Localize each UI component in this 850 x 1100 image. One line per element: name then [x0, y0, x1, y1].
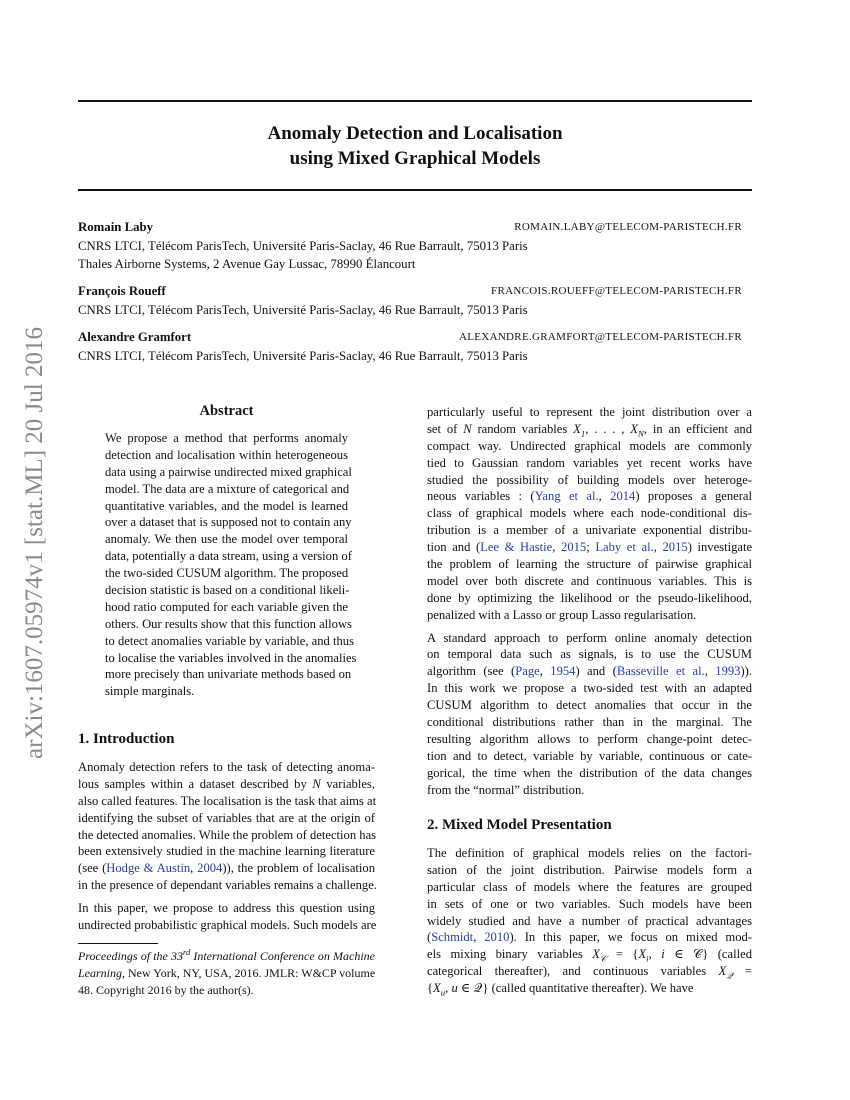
- text-line: (Schmidt, 2010). In this paper, we focus on mixed mod-: [427, 930, 752, 945]
- footnote: [78, 948, 375, 999]
- subscript: i: [646, 953, 649, 964]
- author-block: [78, 218, 752, 274]
- citation-link[interactable]: Hodge & Austin: [106, 861, 191, 876]
- math-symbol: X: [433, 981, 441, 996]
- subscript: 1: [580, 428, 586, 439]
- text-line: model over both discrete and continuous variables. This is: [427, 573, 752, 588]
- author-affiliation: Thales Airborne Systems, 2 Avenue Gay Lussac, 78990 Élancourt: [78, 257, 416, 271]
- text-line: decision statistic is based on a conditional likeli-: [105, 583, 350, 598]
- text-line: hood ratio computed for each variable given the: [105, 599, 348, 614]
- math-symbol: X: [630, 421, 638, 436]
- title-line: Anomaly Detection and Localisation: [267, 123, 563, 144]
- citation-link[interactable]: Schmidt: [431, 930, 474, 945]
- math-symbol: N: [463, 421, 472, 436]
- citation-link[interactable]: 2015: [662, 540, 688, 555]
- math-symbol: International Conference on Machine: [190, 949, 376, 963]
- text-line: studied the possibility of building models over heteroge-: [427, 472, 752, 487]
- text-line: been extensively studied in the machine learning literature: [78, 844, 375, 859]
- math-symbol: X: [592, 947, 600, 962]
- citation-link[interactable]: 1954: [550, 664, 576, 679]
- text-line: more precisely than univariate methods based on: [105, 667, 352, 682]
- text-line: data using a pairwise undirected mixed graphical: [105, 464, 352, 479]
- text-line: gorical, the time when the distribution of the data changes: [427, 765, 752, 780]
- text-line: tribution is a member of a univariate exponential distribu-: [427, 523, 752, 538]
- text-line: model. The data are a mixture of categorical and: [105, 481, 350, 496]
- author-affiliation: CNRS LTCI, Télécom ParisTech, Université Paris-Saclay, 46 Rue Barrault, 75013 Paris: [78, 302, 528, 317]
- text-line: particularly useful to represent the joint distribution over a: [427, 405, 752, 419]
- text-line: tion and (Lee & Hastie, 2015; Laby et al., 2015) investigate: [427, 540, 753, 555]
- text-line: (see (Hodge & Austin, 2004)), the problem of localisation: [78, 861, 376, 876]
- math-symbol: Proceedings of the: [78, 949, 172, 963]
- author-name: Alexandre Gramfort: [78, 330, 192, 344]
- citation-link[interactable]: Page: [515, 664, 540, 679]
- text-line: others. Our results show that this function allows: [105, 616, 352, 631]
- text-line: A standard approach to perform online anomaly detection: [427, 630, 752, 645]
- superscript: rd: [183, 948, 191, 957]
- math-symbol: i: [661, 947, 665, 962]
- text-line: The definition of graphical models relies on the factori-: [427, 846, 752, 860]
- text-line: tied to Gaussian random variables yet recent works have: [427, 455, 752, 470]
- text-line: anomaly. We then use the model over temporal: [105, 532, 348, 547]
- text-line: in sets of one or two variables. Such models have been: [427, 896, 752, 911]
- text-line: conditional distributions rather than in the marginal. The: [427, 715, 752, 730]
- text-line: undirected probabilistic graphical models. Such models are: [78, 918, 377, 933]
- top-rule: [78, 100, 752, 102]
- subscript: 𝒬: [726, 970, 733, 981]
- author-affiliation: CNRS LTCI, Télécom ParisTech, Université Paris-Saclay, 46 Rue Barrault, 75013 Paris: [78, 348, 528, 363]
- section-heading-introduction: 1. Introduction: [78, 731, 175, 747]
- text-line: 48. Copyright 2016 by the author(s).: [78, 982, 254, 997]
- text-line: categorical thereafter), and continuous variables $X_𝒬$ =: [427, 964, 752, 981]
- citation-link[interactable]: 1993: [715, 664, 741, 679]
- arxiv-stamp: arXiv:1607.05974v1 [stat.ML] 20 Jul 2016: [21, 327, 48, 759]
- author-name: François Roueff: [78, 284, 166, 298]
- text-line: Anomaly detection refers to the task of detecting anoma-: [78, 760, 375, 774]
- abstract-body: [105, 430, 357, 700]
- text-line: the two-sided CUSUM algorithm. The proposed: [105, 566, 349, 581]
- footnote-rule: [78, 943, 158, 944]
- citation-link[interactable]: Laby et al.: [595, 540, 654, 555]
- citation-link[interactable]: Lee & Hastie: [480, 540, 553, 555]
- paragraph: [78, 900, 375, 934]
- text-line: detection and localisation within heterogeneous: [105, 447, 348, 462]
- text-line: class of graphical models where each node-conditional dis-: [427, 506, 752, 521]
- text-line: from the “normal” distribution.: [427, 782, 585, 797]
- text-line: to detect anomalies variable by variable, and thus: [105, 633, 354, 648]
- citation-link[interactable]: 2004: [197, 861, 223, 876]
- citation-link[interactable]: 2010: [484, 930, 510, 945]
- text-line: {$X_u$, u ∈ 𝒬} (called quantitative thereafter). We have: [427, 981, 694, 998]
- text-line: data, potentially a data stream, using a version of: [105, 549, 352, 564]
- math-symbol: 33: [171, 949, 184, 963]
- abstract-heading: Abstract: [199, 403, 254, 419]
- text-line: over a dataset that is supposed not to contain any: [105, 515, 352, 530]
- math-symbol: u: [451, 981, 458, 996]
- text-line: compact way. Undirected graphical models are commonly: [427, 438, 752, 453]
- text-line: set of N random variables $X_1$, . . . , $X_N$, in an efficient and: [427, 421, 753, 439]
- paragraph: [427, 404, 752, 624]
- text-line: In this paper, we propose to address this question using: [78, 901, 375, 916]
- text-line: simple marginals.: [105, 684, 195, 699]
- text-line: lous samples within a dataset described by N variables,: [78, 776, 375, 791]
- introduction-body: [78, 759, 375, 934]
- paper-title: [78, 121, 752, 171]
- text-line: to localise the variables involved in the anomalies: [105, 650, 357, 665]
- title-bottom-rule: [78, 189, 752, 191]
- text-line: quantitative variables, and the model is learned: [105, 498, 348, 513]
- text-line: [78, 948, 375, 965]
- math-symbol: N: [312, 776, 321, 791]
- section-heading-mixed-model: 2. Mixed Model Presentation: [427, 817, 612, 833]
- citation-link[interactable]: Yang et al.: [534, 489, 599, 504]
- math-symbol: X: [638, 947, 647, 962]
- math-symbol: X: [573, 421, 581, 436]
- author-email[interactable]: ROMAIN.LABY@TELECOM-PARISTECH.FR: [514, 221, 742, 233]
- paragraph: [78, 759, 375, 894]
- text-line: Learning, New York, NY, USA, 2016. JMLR: W&CP volume: [78, 965, 376, 980]
- author-email[interactable]: FRANCOIS.ROUEFF@TELECOM-PARISTECH.FR: [491, 285, 742, 297]
- text-line: the problem of learning the structure of pairwise graphical: [427, 557, 752, 572]
- subscript: N: [637, 428, 644, 439]
- text-line: on temporal data such as signals, is to use the CUSUM: [427, 647, 752, 662]
- text-line: els mixing binary variables $X_𝒞 = \{X_i$, i ∈ 𝒞} (called: [427, 947, 752, 964]
- citation-link[interactable]: 2014: [610, 489, 636, 504]
- text-line: also called features. The localisation is the task that aims at: [78, 793, 377, 808]
- author-affiliation: CNRS LTCI, Télécom ParisTech, Université Paris-Saclay, 46 Rue Barrault, 75013 Paris: [78, 238, 528, 253]
- text-line: the detected anomalies. While the problem of detection has: [78, 827, 377, 842]
- author-name: Romain Laby: [78, 220, 154, 234]
- author-block: [78, 328, 752, 365]
- introduction-continued: [427, 404, 752, 798]
- text-line: neous variables : (Yang et al., 2014) proposes a general: [427, 489, 752, 504]
- text-line: In this work we propose a two-sided test with an adapted: [427, 681, 752, 696]
- paragraph: [427, 630, 752, 799]
- text-line: resulting algorithm allows to perform change-point detec-: [427, 731, 752, 746]
- author-block: [78, 282, 752, 319]
- author-email[interactable]: ALEXANDRE.GRAMFORT@TELECOM-PARISTECH.FR: [459, 331, 742, 343]
- subscript: 𝒞: [599, 953, 607, 964]
- math-symbol: Learning: [78, 965, 123, 980]
- subscript: u: [440, 987, 446, 998]
- title-line: using Mixed Graphical Models: [289, 148, 541, 169]
- citation-link[interactable]: 2015: [561, 540, 587, 555]
- text-line: tion and to detect, variable by variable, continuous or cate-: [427, 748, 752, 763]
- math-symbol: X: [718, 964, 727, 979]
- paragraph: [78, 948, 375, 999]
- text-line: penalized with a Lasso or group Lasso regularisation.: [427, 607, 697, 622]
- text-line: done by optimizing the likelihood or the pseudo-likelihood,: [427, 590, 752, 605]
- citation-link[interactable]: Basseville et al.: [616, 664, 705, 679]
- section2-body: [427, 845, 752, 997]
- text-line: widely studied and have a number of practical advantages: [427, 913, 752, 928]
- text-line: We propose a method that performs anomaly: [105, 431, 348, 445]
- text-line: in the presence of dependant variables remains a challenge.: [78, 878, 377, 893]
- text-line: CUSUM algorithm to detect anomalies that occur in the: [427, 698, 752, 713]
- text-line: algorithm (see (Page, 1954) and (Basseville et al., 1993)).: [427, 664, 752, 679]
- text-line: particular class of models where the features are grouped: [427, 879, 752, 894]
- paragraph: [427, 845, 752, 997]
- text-line: identifying the subset of variables that are at the origin of: [78, 810, 375, 825]
- text-line: sation of the joint distribution. Pairwise models form a: [427, 862, 752, 877]
- paragraph: [105, 430, 357, 700]
